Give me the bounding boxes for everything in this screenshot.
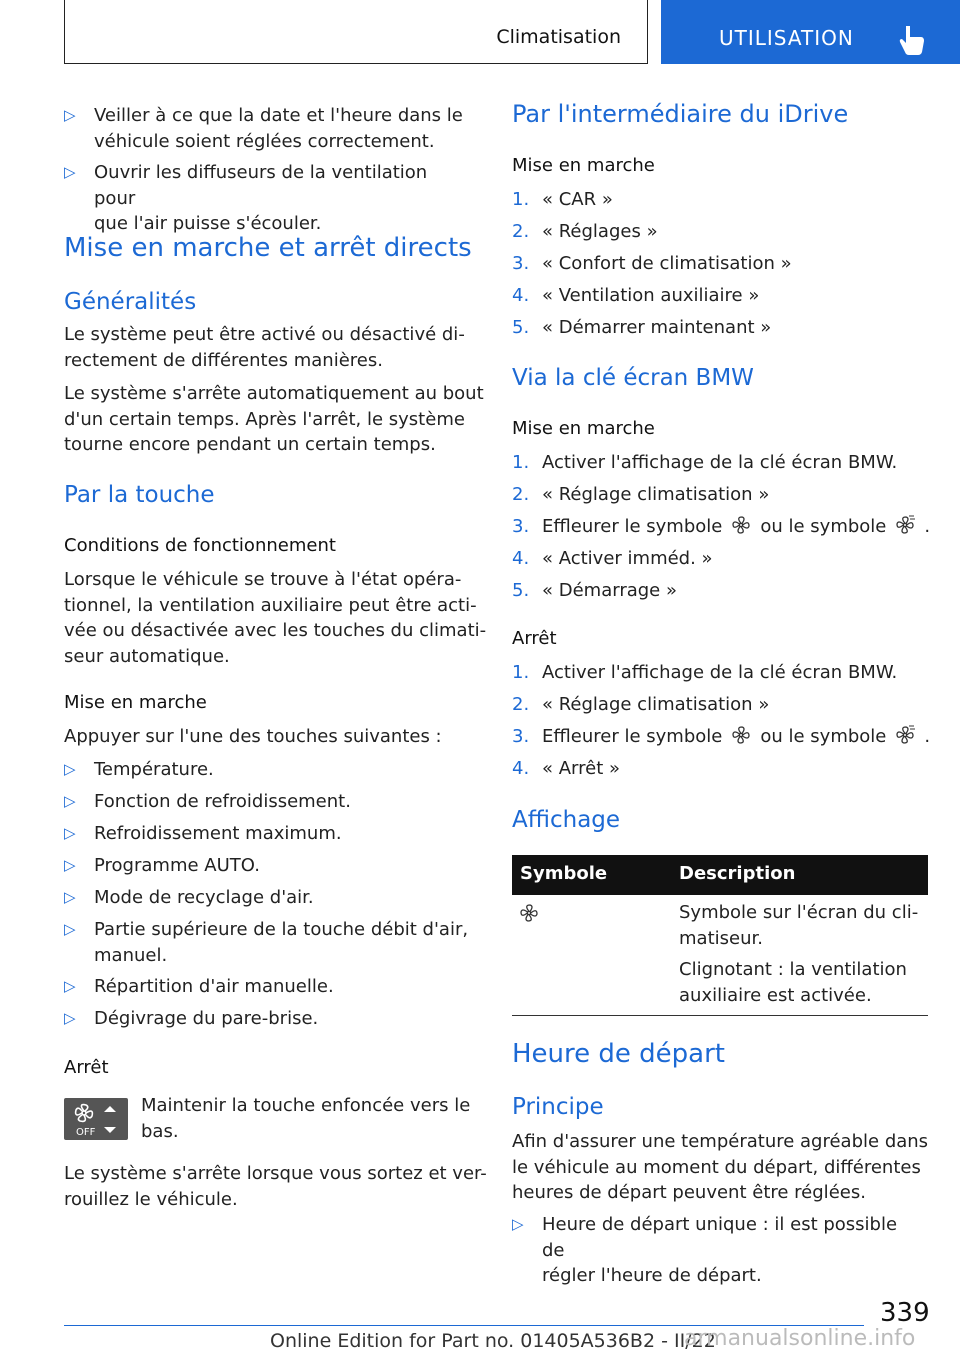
fan-icon (730, 724, 752, 746)
table-header (512, 855, 928, 895)
heading-mise-en-marche: Mise en marche (64, 692, 207, 713)
triangle-bullet-icon: ▷ (64, 888, 76, 906)
fan-active-icon (894, 724, 916, 746)
paragraph: Le système s'arrête lorsque vous sortez et ver- rouillez le véhicule. (64, 1163, 487, 1210)
heading-conditions: Conditions de fonctionnement (64, 535, 336, 556)
triangle-bullet-icon: ▷ (64, 106, 76, 124)
triangle-bullet-icon: ▷ (64, 760, 76, 778)
paragraph: Le système peut être activé ou désactivé di- rectement de différentes manières. (64, 324, 465, 371)
pointing-hand-icon (897, 22, 925, 56)
triangle-bullet-icon: ▷ (64, 977, 76, 995)
header-section-title: Climatisation (496, 26, 621, 48)
triangle-bullet-icon: ▷ (512, 1215, 524, 1233)
paragraph: Lorsque le véhicule se trouve à l'état opéra- tionnel, la ventilation auxiliaire peut être acti- vée ou désactivée avec les touches du climati- seur automatique. (64, 569, 487, 667)
page-number: 339 (880, 1298, 930, 1328)
heading-mise-en-marche: Mise en marche (512, 418, 655, 439)
table-col-description: Description (679, 863, 796, 884)
table-col-symbole: Symbole (520, 863, 608, 884)
heading-cle-ecran: Via la clé écran BMW (512, 365, 754, 391)
table-bottom-rule (512, 1015, 928, 1016)
paragraph: Maintenir la touche enfoncée vers le bas. (141, 1095, 471, 1142)
heading-idrive: Par l'intermédiaire du iDrive (512, 100, 849, 128)
heading-principe: Principe (512, 1094, 604, 1120)
heading-arret: Arrêt (64, 1057, 109, 1078)
footer-edition: Online Edition for Part no. 01405A536B2 - II/22 (270, 1330, 716, 1352)
heading-heure-depart: Heure de départ (512, 1039, 725, 1069)
heading-mise-en-marche: Mise en marche (512, 155, 655, 176)
svg-text:OFF: OFF (76, 1127, 96, 1138)
paragraph: Le système s'arrête automatiquement au bout d'un certain temps. Après l'arrêt, le système tourne encore pendant un certain temps. (64, 383, 484, 455)
heading-affichage: Affichage (512, 807, 621, 833)
header-chapter-box (661, 0, 960, 64)
fan-icon (518, 902, 540, 924)
triangle-bullet-icon: ▷ (64, 163, 76, 181)
heading-generalites: Généralités (64, 289, 197, 315)
fan-off-button-icon (64, 1098, 128, 1140)
fan-active-icon (894, 514, 916, 536)
heading-direct: Mise en marche et arrêt directs (64, 233, 472, 263)
paragraph: Afin d'assurer une température agréable dans le véhicule au moment du départ, différentes heures de départ peuvent être réglées. (512, 1131, 929, 1203)
triangle-bullet-icon: ▷ (64, 824, 76, 842)
table-cell-description: Clignotant : la ventilation auxiliaire est activée. (679, 959, 907, 1006)
heading-arret: Arrêt (512, 628, 557, 649)
fan-icon (730, 514, 752, 536)
header-chapter-title: UTILISATION (719, 26, 854, 50)
triangle-bullet-icon: ▷ (64, 920, 76, 938)
table-cell-description: Symbole sur l'écran du cli- matiseur. (679, 902, 919, 949)
triangle-bullet-icon: ▷ (64, 856, 76, 874)
paragraph: Appuyer sur l'une des touches suivantes : (64, 726, 442, 747)
header-section-box (64, 0, 648, 64)
heading-par-la-touche: Par la touche (64, 482, 215, 508)
watermark: armanualsonline.info (684, 1326, 916, 1351)
triangle-bullet-icon: ▷ (64, 1009, 76, 1027)
triangle-bullet-icon: ▷ (64, 792, 76, 810)
